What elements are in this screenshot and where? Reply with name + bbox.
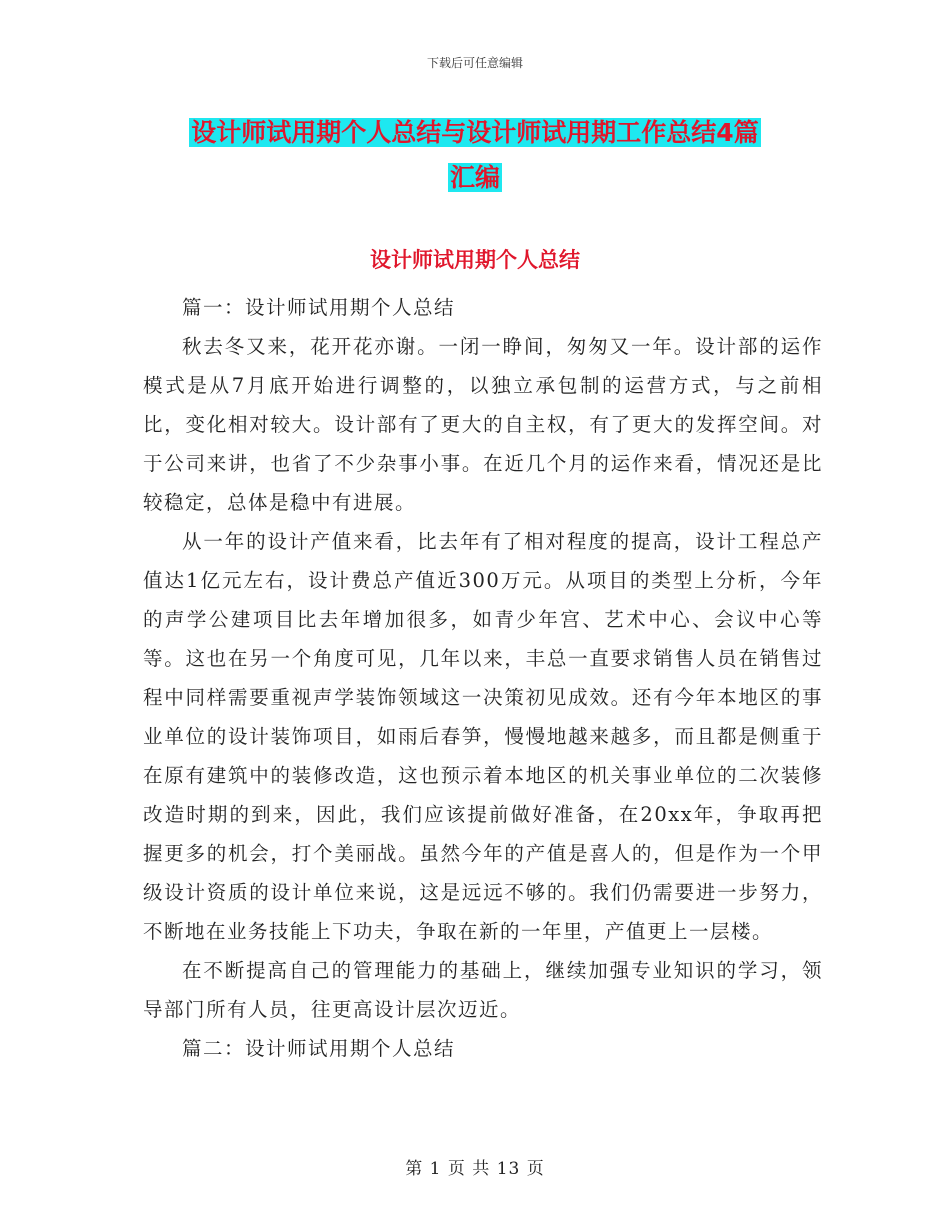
section-title: 设计师试用期个人总结	[370, 248, 580, 272]
document-title-line-1: 设计师试用期个人总结与设计师试用期工作总结4篇	[191, 118, 759, 147]
paragraph-heading-1: 篇一：设计师试用期个人总结	[182, 296, 456, 319]
paragraph: 在不断提高自己的管理能力的基础上，继续加强专业知识的学习，领导部门所有人员，往更高设计层次迈近。	[143, 959, 823, 1021]
paragraph: 从一年的设计产值来看，比去年有了相对程度的提高，设计工程总产值达1亿元左右，设计费总产值近300万元。从项目的类型上分析，今年的声学公建项目比去年增加很多，如青少年宫、艺术中心、会议中心等等。这也在另一个角度可见，几年以来，丰总一直要求销售人员在销售过程中同样需要重视声学装饰领域这一决策初见成效。还有今年本地区的事业单位的设计装饰项目，如雨后春笋，慢慢地越来越多，而且都是侧重于在原有建筑中的装修改造，这也预示着本地区的机关事业单位的二次装修改造时期的到来，因此，我们应该提前做好准备，在20xx年，争取再把握更多的机会，打个美丽战。虽然今年的产值是喜人的，但是作为一个甲级设计资质的设计单位来说，这是远远不够的。我们仍需要进一步努力，不断地在业务技能上下功夫，争取在新的一年里，产值更上一层楼。	[143, 530, 823, 943]
document-title-line-2: 汇编	[449, 163, 500, 192]
header-note: 下载后可任意编辑	[426, 56, 523, 70]
page-number-footer: 第 1 页 共 13 页	[405, 1159, 545, 1179]
paragraph: 秋去冬又来，花开花亦谢。一闭一睁间，匆匆又一年。设计部的运作模式是从7月底开始进行调整的，以独立承包制的运营方式，与之前相比，变化相对较大。设计部有了更大的自主权，有了更大的发挥空间。对于公司来讲，也省了不少杂事小事。在近几个月的运作来看，情况还是比较稳定，总体是稳中有进展。	[143, 335, 823, 514]
document-body	[143, 288, 823, 1068]
document-title	[140, 110, 810, 200]
paragraph-heading-2: 篇二：设计师试用期个人总结	[182, 1037, 456, 1060]
